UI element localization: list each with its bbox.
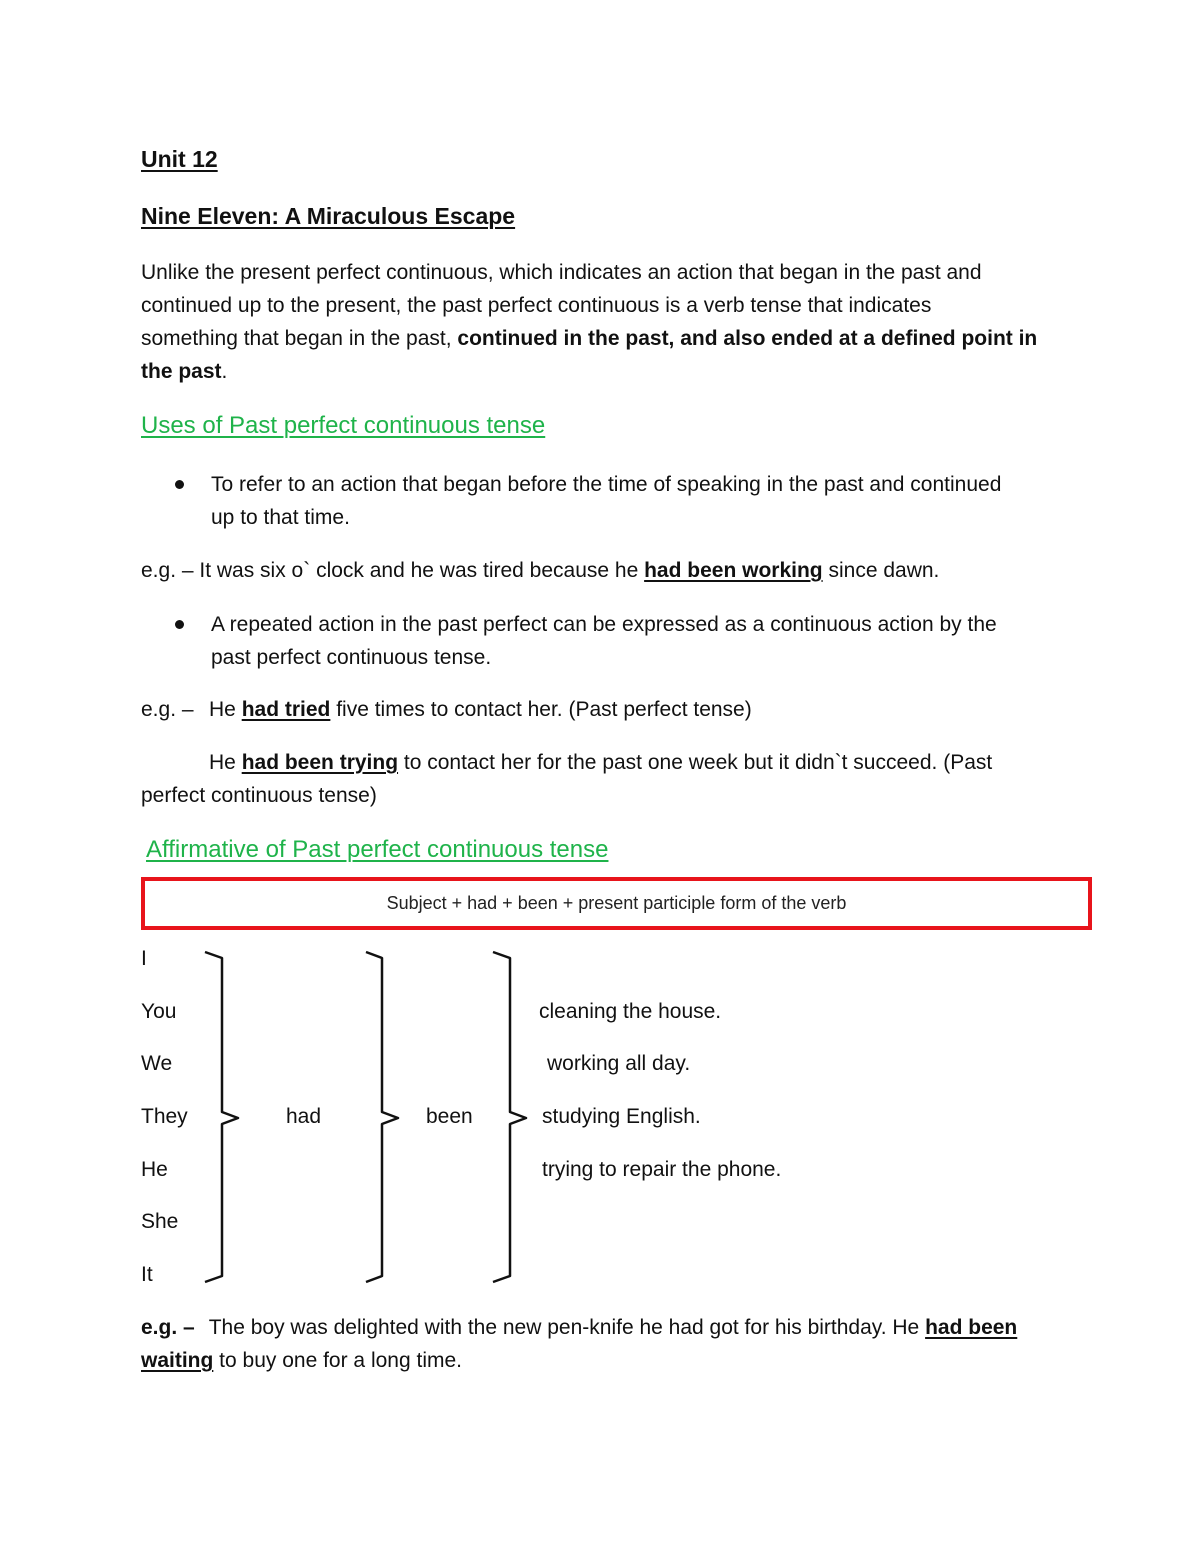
example-3-line-2: perfect continuous tense) — [141, 784, 377, 807]
example-2-prefix: He — [209, 698, 242, 721]
example-2-highlight: had tried — [241, 698, 331, 721]
example-4-line-2 — [141, 1344, 462, 1377]
intro-line-4 — [141, 355, 227, 388]
example-4-highlight-2: waiting — [141, 1349, 214, 1372]
completion-item: cleaning the house. — [539, 1000, 722, 1023]
page-title: Nine Eleven: A Miraculous Escape — [141, 203, 516, 229]
completion-item: working all day. — [547, 1052, 691, 1075]
example-3 — [209, 746, 992, 779]
example-2-suffix: five times to contact her. (Past perfect tense) — [330, 698, 752, 721]
use-2-line-2: past perfect continuous tense. — [211, 646, 492, 669]
brace-1 — [205, 952, 238, 1282]
brace-3 — [493, 952, 526, 1282]
bullet-icon — [175, 480, 184, 489]
example-1-suffix: since dawn. — [822, 559, 940, 582]
bullet-icon — [175, 620, 184, 629]
intro-line-3 — [141, 322, 1037, 355]
example-4-suffix: to buy one for a long time. — [213, 1349, 462, 1372]
formula-box — [141, 877, 1092, 930]
example-4-highlight-1: had been — [925, 1316, 1018, 1339]
example-1-highlight: had been working — [644, 559, 823, 582]
example-1 — [141, 554, 939, 587]
pronoun-item: It — [141, 1263, 153, 1286]
example-1-prefix: e.g. – It was six o` clock and he was tired because he — [141, 559, 645, 582]
use-1-line-1: To refer to an action that began before the time of speaking in the past and continued — [211, 473, 1002, 496]
intro-line-4-end: . — [221, 360, 228, 383]
intro-line-3-plain: something that began in the past, — [141, 327, 458, 350]
intro-line-3-bold: continued in the past, and also ended at a defined point in — [457, 327, 1038, 350]
use-1-line-2: up to that time. — [211, 506, 350, 529]
intro-line-2: continued up to the present, the past perfect continuous is a verb tense that indicates — [141, 294, 932, 317]
intro-line-1: Unlike the present perfect continuous, which indicates an action that began in the past and — [141, 261, 982, 284]
use-2-line-1: A repeated action in the past perfect can be expressed as a continuous action by the — [211, 613, 997, 636]
aux-had: had — [286, 1105, 322, 1128]
uses-heading: Uses of Past perfect continuous tense — [141, 412, 546, 439]
example-4-label: e.g. – — [141, 1316, 195, 1339]
example-2-label: e.g. – — [141, 698, 194, 721]
example-4-prefix: The boy was delighted with the new pen-knife he had got for his birthday. He — [208, 1316, 926, 1339]
example-3-suffix: to contact her for the past one week but it didn`t succeed. (Past — [398, 751, 993, 774]
brace-2 — [366, 952, 398, 1282]
affirmative-heading: Affirmative of Past perfect continuous tense — [146, 836, 609, 863]
pronoun-item: You — [141, 1000, 177, 1023]
example-3-highlight: had been trying — [241, 751, 399, 774]
example-2 — [209, 693, 752, 726]
pronoun-item: She — [141, 1210, 179, 1233]
aux-been: been — [426, 1105, 473, 1128]
formula-text: Subject + had + been + present participle form of the verb — [386, 893, 847, 913]
unit-label: Unit 12 — [141, 146, 218, 172]
pronoun-item: We — [141, 1052, 173, 1075]
pronoun-item: I — [141, 947, 147, 970]
pronoun-item: He — [141, 1158, 168, 1181]
example-4-line-1 — [141, 1311, 1017, 1344]
example-3-prefix: He — [209, 751, 242, 774]
completion-item: studying English. — [542, 1105, 701, 1128]
intro-line-4-bold: the past — [141, 360, 222, 383]
completion-item: trying to repair the phone. — [542, 1158, 782, 1181]
pronoun-item: They — [141, 1105, 188, 1128]
